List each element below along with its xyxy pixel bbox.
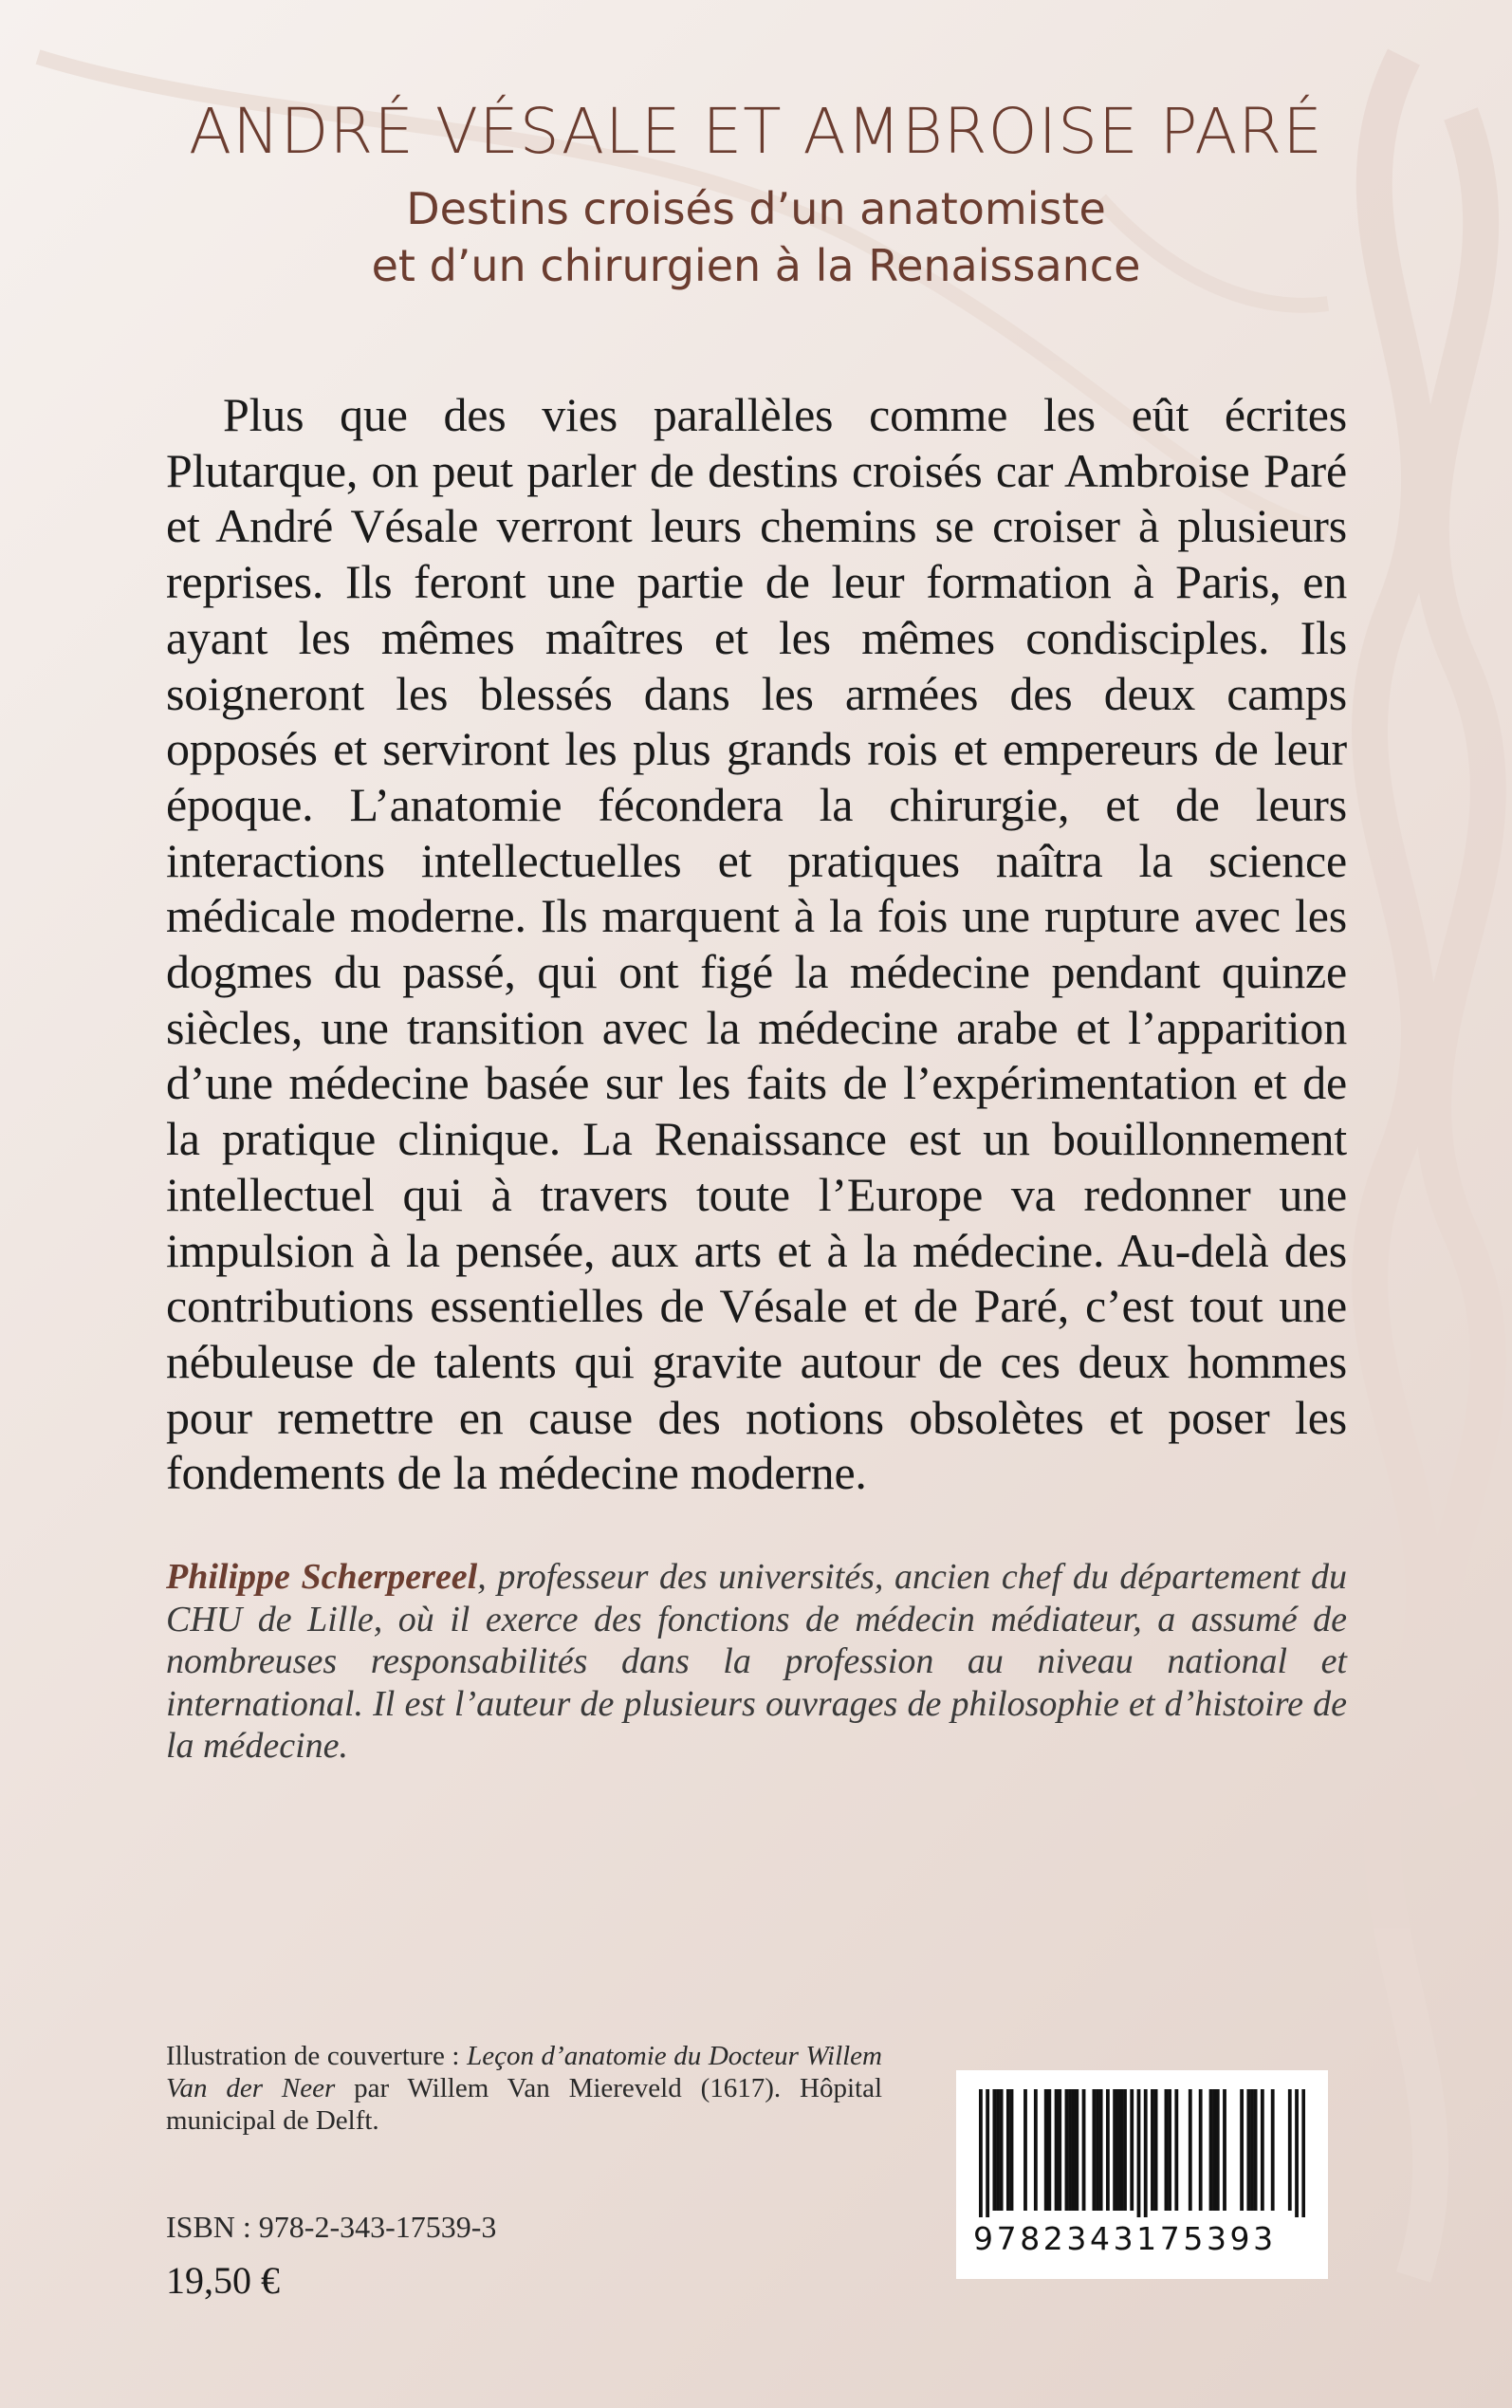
barcode-bar — [1099, 2089, 1103, 2211]
barcode-bar — [1065, 2089, 1069, 2211]
barcode-bar — [1189, 2089, 1192, 2211]
author-bio-text: , professeur des universités, ancien chef du département du CHU de Lille, où il exerce des fonctions de médecin médiateur, a assumé de nombreuses responsabilités dans la profession au niveau national et international. Il est l’auteur de plusieurs ouvrages de philosophie et d’histoire de la médecine. — [166, 1557, 1347, 1766]
barcode-bar — [1209, 2089, 1213, 2211]
barcode-bar — [1137, 2089, 1141, 2217]
barcode-bar — [1151, 2089, 1154, 2211]
barcode-bar — [1119, 2089, 1123, 2211]
illustration-work-title: Leçon d’anatomie du Docteur Willem Van der Neer — [166, 2041, 882, 2103]
barcode-bar — [1216, 2089, 1220, 2211]
barcode-bar — [1261, 2089, 1264, 2211]
barcode-bar — [1288, 2089, 1292, 2211]
cover-illustration-credit — [166, 2040, 882, 2137]
book-subtitle — [0, 180, 1512, 294]
barcode-bar — [1154, 2089, 1158, 2211]
price: 19,50 € — [166, 2259, 280, 2302]
barcode-bar — [1116, 2089, 1120, 2211]
barcode-bar — [1072, 2089, 1076, 2211]
barcode-bar — [1034, 2089, 1038, 2211]
barcode-bar — [1096, 2089, 1099, 2211]
barcode-bar — [1240, 2089, 1244, 2211]
description-paragraph: Plus que des vies parallèles comme les eût écrites Plutarque, on peut parler de destins croisés car Ambroise Paré et André Vésale verront leurs chemins se croiser à plusieurs reprises. Ils feront une partie de leur formation à Paris, en ayant les mêmes maîtres et les mêmes condisciples. Ils soigneront les blessés dans les armées des deux camps opposés et serviront les plus grands rois et empereurs de leur époque. L’anatomie fécondera la chirurgie, et de leurs interactions intellectuelles et pratiques naîtra la science médicale moderne. Ils marquent à la fois une rupture avec les dogmes du passé, qui ont figé la médecine pendant quinze siècles, une transition avec la médecine arabe et l’apparition d’une médecine basée sur les faits de l’expérimentation et de la pratique clinique. La Renaissance est un bouillonnement intellectuel qui à travers toute l’Europe va redonner une impulsion à la pensée, aux arts et à la médecine. Au-delà des contributions essentielles de Vésale et de Paré, c’est tout une nébuleuse de talents qui gravite autour de ces deux hommes pour remettre en cause des notions obsolètes et poser les fondements de la médecine moderne. — [166, 388, 1347, 1500]
barcode-bar — [1092, 2089, 1096, 2211]
barcode-bar — [1047, 2089, 1051, 2211]
barcode-bar — [986, 2089, 989, 2217]
subtitle-line-2: et d’un chirurgien à la Renaissance — [371, 240, 1141, 291]
illustration-prefix: Illustration de couverture : — [166, 2041, 468, 2071]
barcode-bar — [1055, 2089, 1059, 2211]
barcode-bar — [1174, 2089, 1178, 2211]
barcode-bar — [1023, 2089, 1027, 2211]
barcode-bar — [1199, 2089, 1203, 2211]
author-name: Philippe Scherpereel — [166, 1557, 478, 1597]
barcode-bar — [992, 2089, 996, 2211]
barcode-bar — [1123, 2089, 1127, 2211]
barcode-bar — [1068, 2089, 1072, 2211]
barcode-bar — [996, 2089, 1000, 2211]
illustration-suffix: par Willem Van Miereveld (1617). Hôpital municipal de Delft. — [166, 2073, 882, 2136]
barcode-bar — [1223, 2089, 1226, 2211]
barcode-bar — [1082, 2089, 1086, 2211]
barcode — [956, 2070, 1328, 2279]
barcode-bar — [1271, 2089, 1275, 2211]
barcode-bar — [1010, 2089, 1014, 2211]
barcode-bar — [1106, 2089, 1110, 2211]
barcode-bar — [1301, 2089, 1305, 2217]
subtitle-line-1: Destins croisés d’un anatomiste — [406, 183, 1106, 234]
barcode-bar — [1165, 2089, 1169, 2211]
barcode-bars — [979, 2089, 1305, 2217]
barcode-bar — [1250, 2089, 1254, 2211]
book-title: ANDRÉ VÉSALE ET AMBROISE PARÉ — [189, 95, 1323, 168]
barcode-bar — [1212, 2089, 1216, 2211]
barcode-bar — [1006, 2089, 1010, 2211]
isbn: ISBN : 978-2-343-17539-3 — [166, 2210, 497, 2244]
barcode-bar — [1113, 2089, 1116, 2211]
barcode-digits: 9782343175393 — [973, 2220, 1277, 2257]
barcode-bar — [1168, 2089, 1171, 2211]
barcode-bar — [1295, 2089, 1299, 2217]
barcode-bar — [1130, 2089, 1134, 2211]
author-bio — [166, 1556, 1347, 1768]
barcode-bar — [1044, 2089, 1048, 2211]
barcode-bar — [1075, 2089, 1079, 2211]
barcode-bar — [1000, 2089, 1004, 2211]
barcode-bar — [979, 2089, 983, 2217]
barcode-bar — [1058, 2089, 1061, 2211]
barcode-bar — [1246, 2089, 1250, 2211]
barcode-bar — [1144, 2089, 1148, 2217]
barcode-bar — [1254, 2089, 1258, 2211]
